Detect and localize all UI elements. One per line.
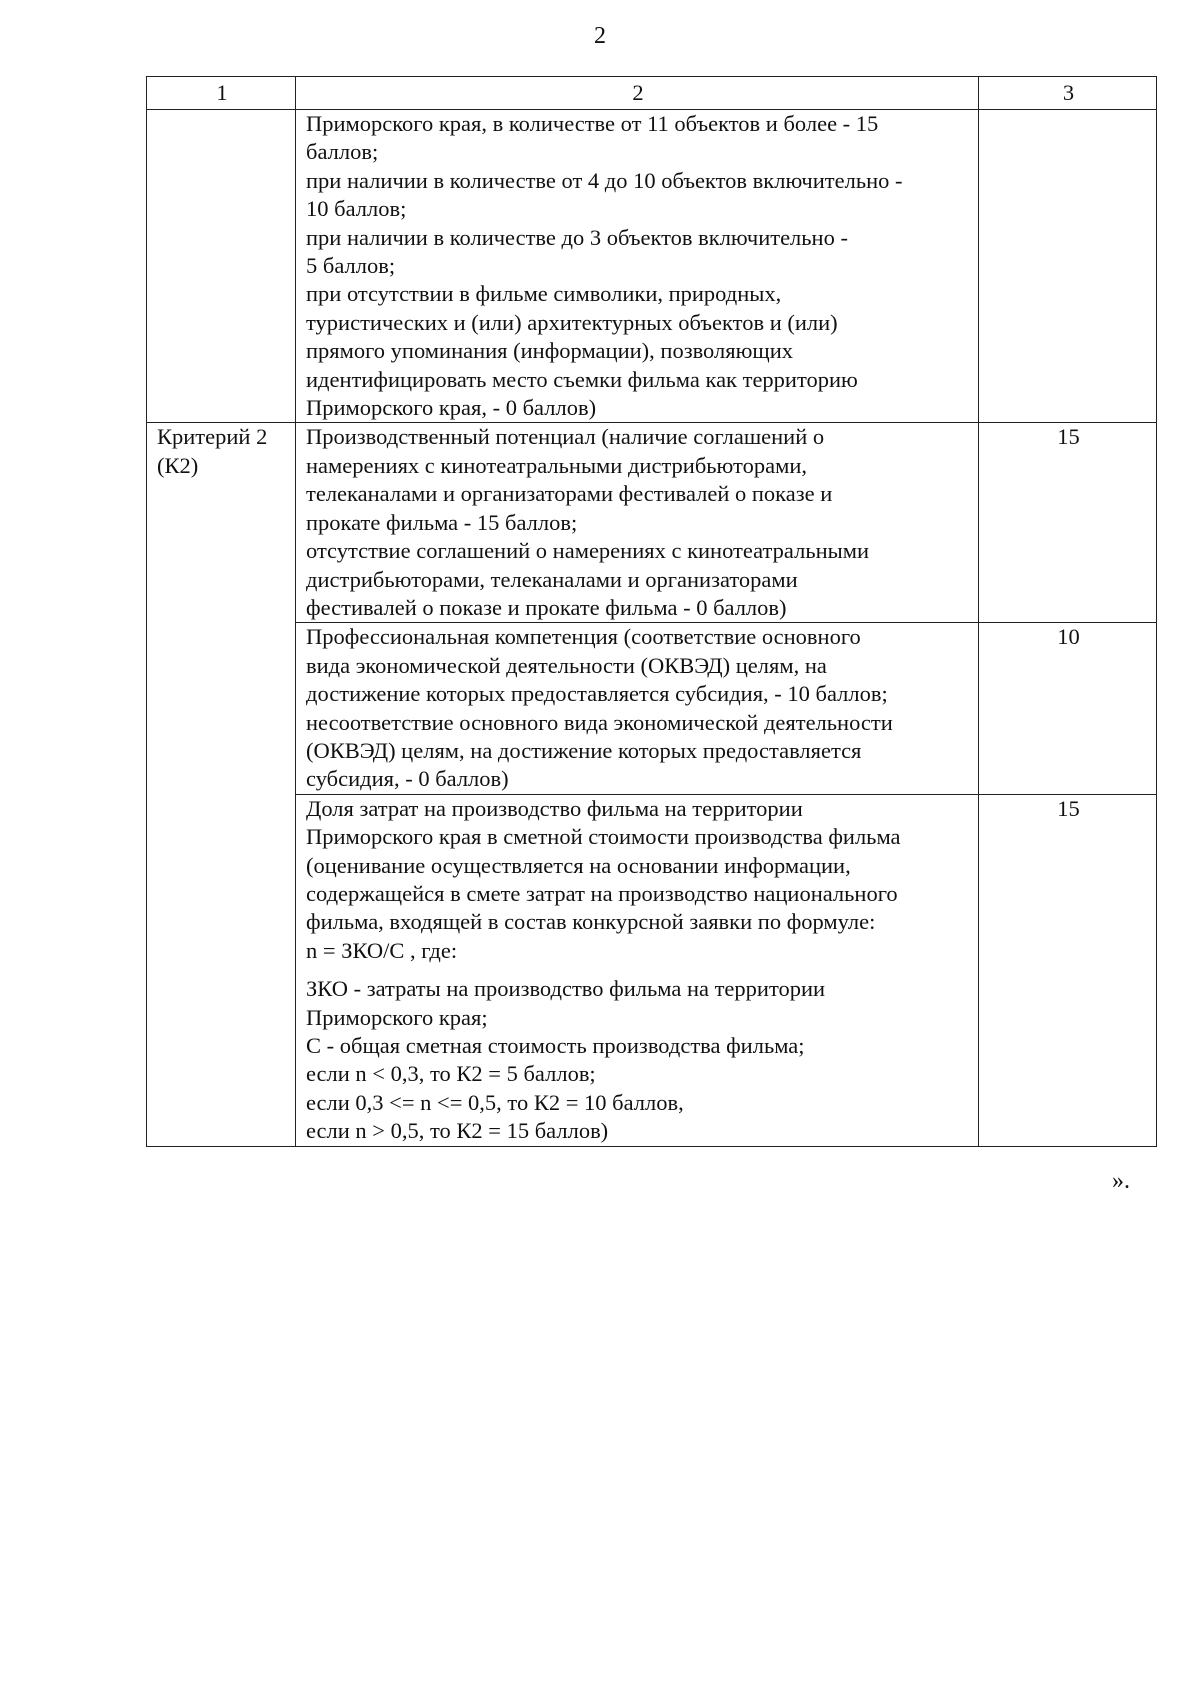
text-line: Приморского края; bbox=[306, 1004, 488, 1030]
text-line: ЗКО - затраты на производство фильма на территории bbox=[306, 976, 826, 1002]
condition-line: если n > 0,5, то К2 = 15 баллов) bbox=[306, 1118, 609, 1144]
text-line: телеканалами и организаторами фестивалей о показе и bbox=[306, 481, 833, 507]
criteria-table bbox=[146, 76, 1157, 1147]
text-line: Производственный потенциал (наличие соглашений о bbox=[306, 424, 825, 450]
text-line: отсутствие соглашений о намерениях с кинотеатральными bbox=[306, 538, 870, 564]
text-line: баллов; bbox=[306, 139, 379, 165]
condition-line: если n < 0,3, то К2 = 5 баллов; bbox=[306, 1061, 596, 1087]
text-line: Доля затрат на производство фильма на территории bbox=[306, 795, 803, 821]
text-line: Приморского края, - 0 баллов) bbox=[306, 395, 597, 421]
score-cell: 15 bbox=[979, 423, 1157, 623]
text-line: субсидия, - 0 баллов) bbox=[306, 766, 509, 792]
formula-line: n = ЗКО/С , где: bbox=[306, 937, 458, 963]
criterion-label: Критерий 2 bbox=[157, 424, 268, 450]
table-row bbox=[147, 623, 1157, 794]
text-line: намерениях с кинотеатральными дистрибьюторами, bbox=[306, 452, 807, 478]
paragraph-gap bbox=[306, 965, 970, 975]
description-cell bbox=[296, 423, 979, 623]
text-line: С - общая сметная стоимость производства фильма; bbox=[306, 1033, 805, 1058]
table-row bbox=[147, 423, 1157, 623]
text-line: дистрибьюторами, телеканалами и организаторами bbox=[306, 566, 798, 592]
text-line: несоответствие основного вида экономической деятельности bbox=[306, 709, 893, 735]
column-header-2: 2 bbox=[296, 77, 979, 110]
text-line: Приморского края в сметной стоимости производства фильма bbox=[306, 824, 901, 850]
score-cell: 15 bbox=[979, 794, 1157, 1146]
text-line: фильма, входящей в состав конкурсной заявки по формуле: bbox=[306, 909, 876, 935]
criterion-code: (К2) bbox=[157, 452, 199, 478]
text-line: при наличии в количестве до 3 объектов включительно - bbox=[306, 224, 848, 250]
page-number: 2 bbox=[594, 23, 606, 49]
criterion-cell bbox=[147, 423, 296, 1146]
text-line: идентифицировать место съемки фильма как территорию bbox=[306, 366, 858, 392]
description-cell bbox=[296, 623, 979, 794]
closing-quote: ». bbox=[1112, 1168, 1130, 1194]
score-cell: 10 bbox=[979, 623, 1157, 794]
text-line: Приморского края, в количестве от 11 объектов и более - 15 bbox=[306, 111, 879, 136]
text-line: (оценивание осуществляется на основании информации, bbox=[306, 852, 851, 878]
text-line: 10 баллов; bbox=[306, 196, 407, 222]
column-header-1: 1 bbox=[147, 77, 296, 110]
description-cell bbox=[296, 110, 979, 423]
text-line: прямого упоминания (информации), позволяющих bbox=[306, 338, 794, 364]
score-cell-empty bbox=[979, 110, 1157, 423]
text-line: вида экономической деятельности (ОКВЭД) целям, на bbox=[306, 652, 827, 678]
table-header-row bbox=[147, 77, 1157, 110]
text-line: прокате фильма - 15 баллов; bbox=[306, 509, 578, 535]
text-line: содержащейся в смете затрат на производство национального bbox=[306, 880, 898, 906]
table-row bbox=[147, 794, 1157, 1146]
text-line: туристических и (или) архитектурных объектов и (или) bbox=[306, 309, 838, 335]
text-line: (ОКВЭД) целям, на достижение которых предоставляется bbox=[306, 737, 862, 763]
table-row bbox=[147, 110, 1157, 423]
description-cell bbox=[296, 794, 979, 1146]
column-header-3: 3 bbox=[979, 77, 1157, 110]
criterion-cell-empty bbox=[147, 110, 296, 423]
text-line: Профессиональная компетенция (соответствие основного bbox=[306, 624, 861, 650]
text-line: при наличии в количестве от 4 до 10 объектов включительно - bbox=[306, 167, 903, 193]
text-line: при отсутствии в фильме символики, природных, bbox=[306, 281, 782, 307]
text-line: 5 баллов; bbox=[306, 253, 396, 279]
condition-line: если 0,3 <= n <= 0,5, то К2 = 10 баллов, bbox=[306, 1089, 684, 1115]
text-line: фестивалей о показе и прокате фильма - 0 баллов) bbox=[306, 594, 787, 620]
text-line: достижение которых предоставляется субсидия, - 10 баллов; bbox=[306, 681, 888, 707]
